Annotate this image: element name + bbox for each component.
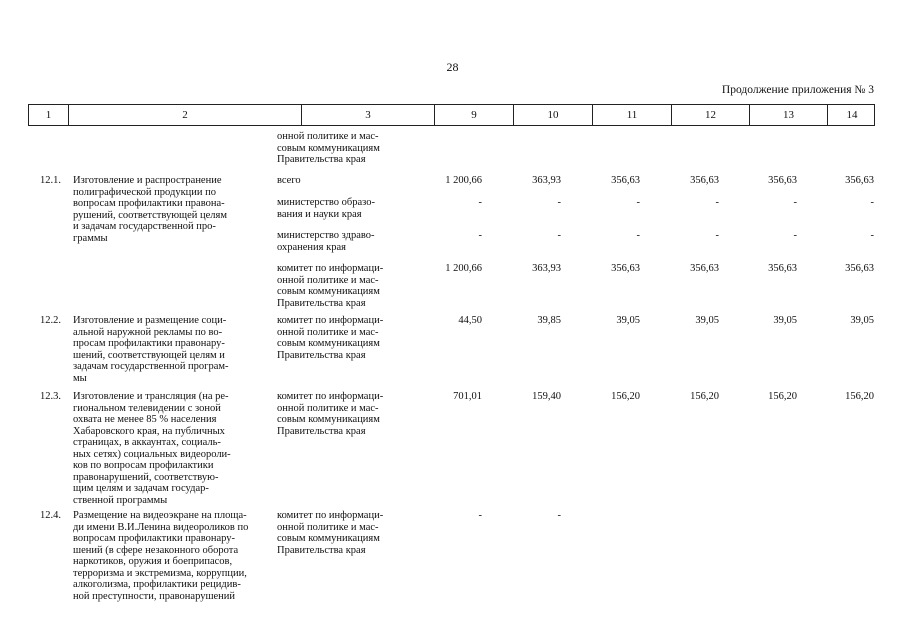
value-cell: - bbox=[793, 197, 797, 208]
value-cell: 356,63 bbox=[690, 263, 719, 274]
row-number: 12.4. bbox=[40, 510, 61, 521]
value-cell: 356,63 bbox=[611, 263, 640, 274]
appendix-continuation-label: Продолжение приложения № 3 bbox=[721, 84, 874, 96]
executor-continuation: онной политике и мас- совым коммуникациям Правительства края bbox=[277, 131, 380, 165]
value-cell: 156,20 bbox=[611, 391, 640, 402]
executor-cell: комитет по информаци- онной политике и мас- совым коммуникациям Правительства края bbox=[277, 315, 384, 361]
value-cell: 701,01 bbox=[453, 391, 482, 402]
executor-cell: министерство здраво- охранения края bbox=[277, 230, 375, 253]
measure-name: Размещение на видеоэкране на площа- ди имени В.И.Ленина видеороликов по вопросам профилактики правонару- шений (в сфере незаконного оборота наркотиков, оружия и боеприпасов, терроризма и экстремизма, коррупции, алкоголизма, профилактики рецидив- ной преступности, правонарушений bbox=[73, 510, 249, 602]
header-col-9: 9 bbox=[435, 105, 514, 125]
value-cell: - bbox=[478, 197, 482, 208]
value-cell: 156,20 bbox=[845, 391, 874, 402]
measure-name: Изготовление и размещение соци- альной наружной рекламы по во- просам профилактики правонару- шений, соответствующей целям и задачам государственной програм- мы bbox=[73, 315, 229, 384]
row-number: 12.3. bbox=[40, 391, 61, 402]
header-col-11: 11 bbox=[593, 105, 672, 125]
value-cell: 356,63 bbox=[690, 175, 719, 186]
value-cell: 356,63 bbox=[845, 175, 874, 186]
value-cell: 363,93 bbox=[532, 175, 561, 186]
table-header bbox=[28, 104, 875, 126]
executor-cell: министерство образо- вания и науки края bbox=[277, 197, 376, 220]
value-cell: 356,63 bbox=[611, 175, 640, 186]
value-cell: 1 200,66 bbox=[445, 175, 482, 186]
executor-cell: комитет по информаци- онной политике и мас- совым коммуникациям Правительства края bbox=[277, 510, 384, 556]
value-cell: 39,05 bbox=[695, 315, 719, 326]
executor-cell: комитет по информаци- онной политике и мас- совым коммуникациям Правительства края bbox=[277, 263, 384, 309]
header-col-14: 14 bbox=[846, 109, 858, 121]
value-cell: - bbox=[636, 230, 640, 241]
value-cell: 44,50 bbox=[458, 315, 482, 326]
value-cell: - bbox=[793, 230, 797, 241]
value-cell: 356,63 bbox=[768, 175, 797, 186]
value-cell: - bbox=[715, 230, 719, 241]
value-cell: - bbox=[557, 510, 561, 521]
value-cell: 356,63 bbox=[768, 263, 797, 274]
value-cell: - bbox=[715, 197, 719, 208]
value-cell: 159,40 bbox=[532, 391, 561, 402]
value-cell: 39,85 bbox=[537, 315, 561, 326]
header-col-3: 3 bbox=[302, 105, 435, 125]
value-cell: 356,63 bbox=[845, 263, 874, 274]
value-cell: 39,05 bbox=[773, 315, 797, 326]
measure-name: Изготовление и трансляция (на ре- гиональном телевидении с зоной охвата не менее 85 % населения Хабаровского края, на публичных страницах, в аккаунтах, социаль- ных сетях) социальных видеороли- ков по вопросам профилактики правонарушений, соответствую- щим целям и задачам государ- ственной программы bbox=[73, 391, 231, 506]
header-col-13: 13 bbox=[750, 105, 828, 125]
value-cell: - bbox=[478, 510, 482, 521]
executor-cell: всего bbox=[277, 175, 301, 186]
measure-name: Изготовление и распространение полиграфической продукции по вопросам профилактики правона- рушений, соответствующей целям и задачам государственной про- граммы bbox=[73, 175, 228, 244]
header-col-1: 1 bbox=[29, 105, 69, 125]
value-cell: - bbox=[478, 230, 482, 241]
value-cell: - bbox=[557, 230, 561, 241]
executor-cell: комитет по информаци- онной политике и мас- совым коммуникациям Правительства края bbox=[277, 391, 384, 437]
value-cell: 39,05 bbox=[850, 315, 874, 326]
page-number: 28 bbox=[446, 60, 459, 74]
header-col-10: 10 bbox=[514, 105, 593, 125]
row-number: 12.1. bbox=[40, 175, 61, 186]
value-cell: - bbox=[870, 197, 874, 208]
value-cell: - bbox=[870, 230, 874, 241]
header-col-12: 12 bbox=[672, 105, 750, 125]
value-cell: 39,05 bbox=[616, 315, 640, 326]
value-cell: 363,93 bbox=[532, 263, 561, 274]
value-cell: - bbox=[636, 197, 640, 208]
value-cell: - bbox=[557, 197, 561, 208]
value-cell: 156,20 bbox=[768, 391, 797, 402]
row-number: 12.2. bbox=[40, 315, 61, 326]
value-cell: 156,20 bbox=[690, 391, 719, 402]
value-cell: 1 200,66 bbox=[445, 263, 482, 274]
header-col-2: 2 bbox=[69, 105, 302, 125]
